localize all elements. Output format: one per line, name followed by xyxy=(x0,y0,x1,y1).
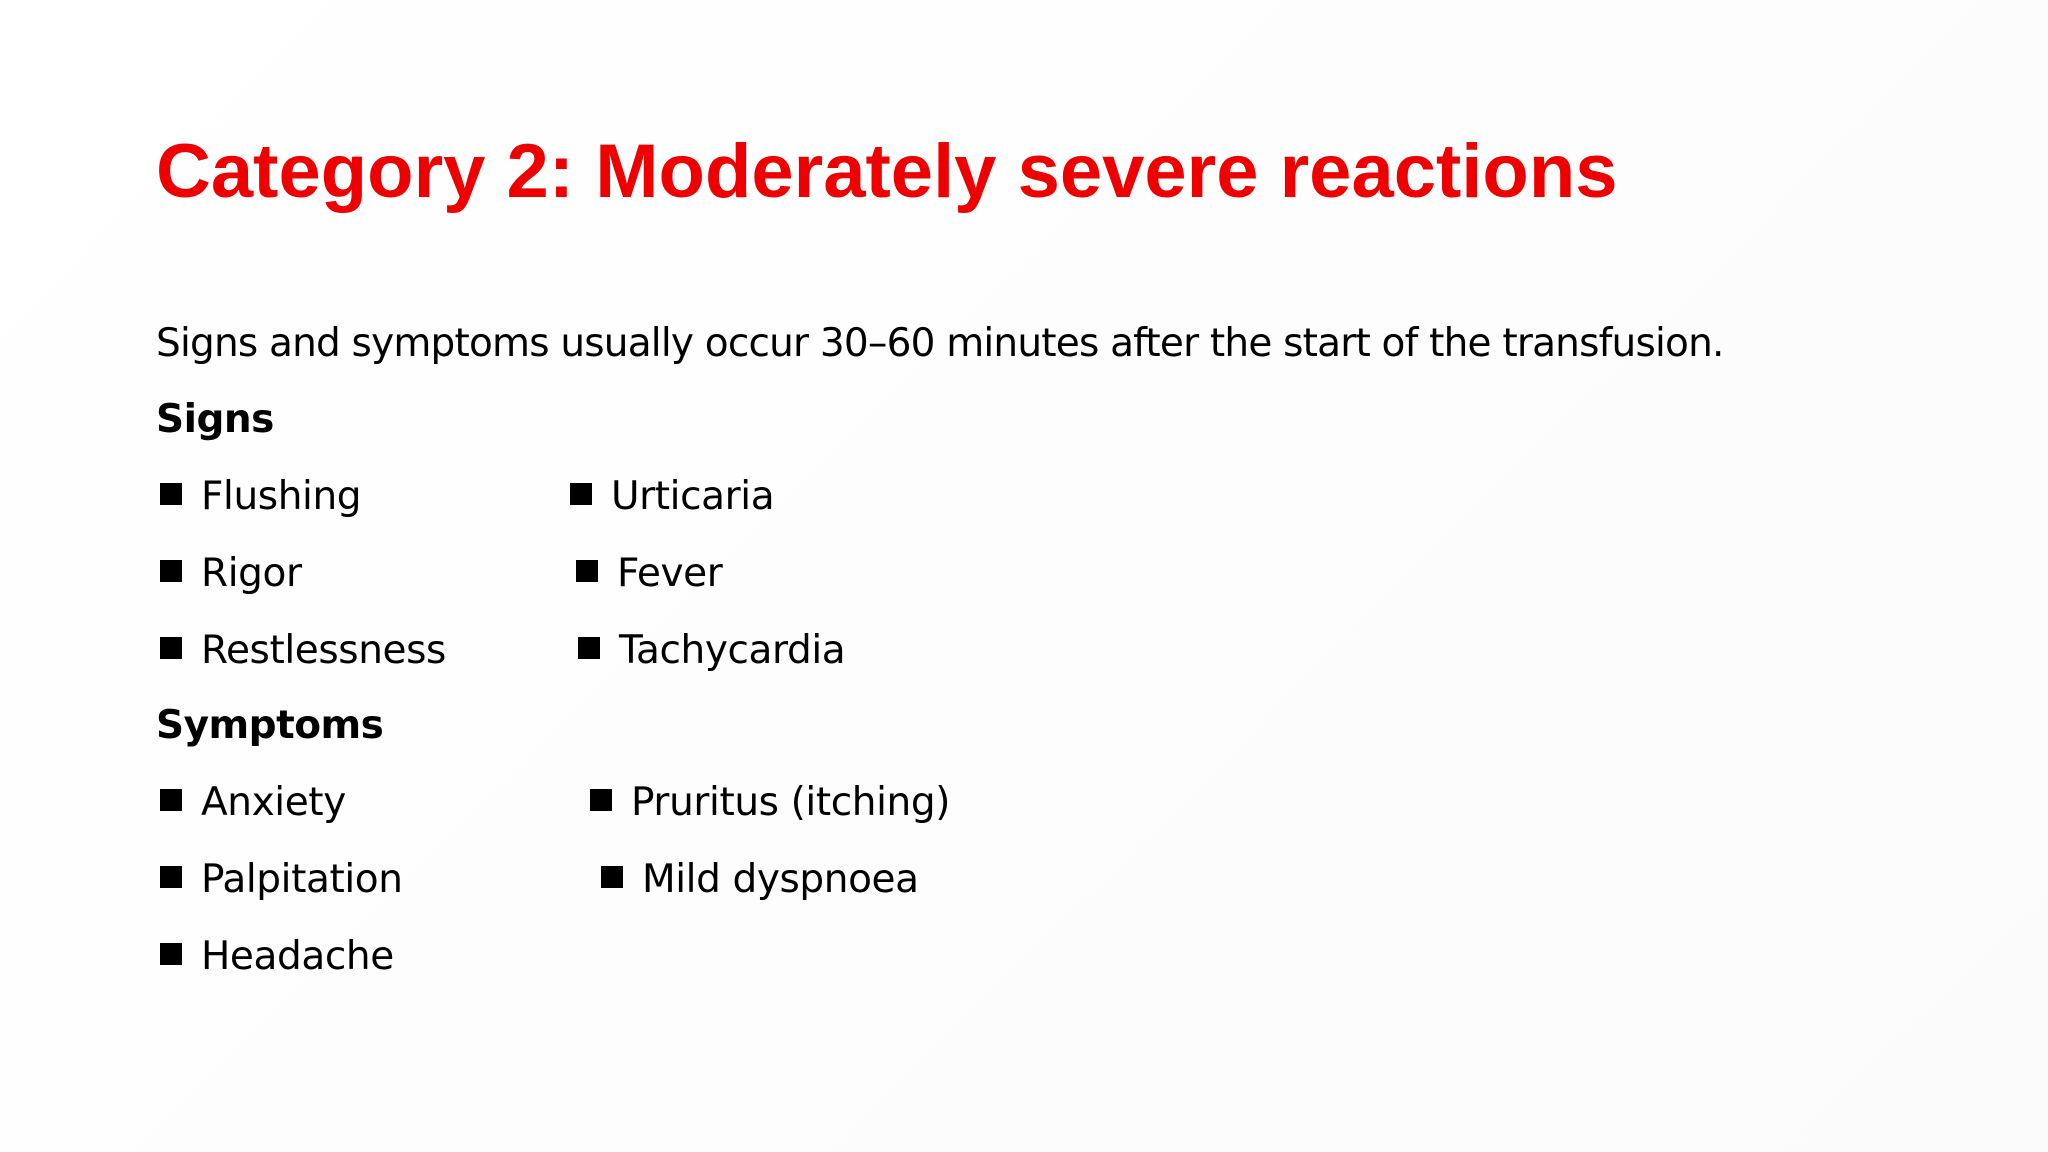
signs-item-flushing xyxy=(160,471,361,523)
symptoms-item-mild-dyspnoea xyxy=(601,854,919,906)
square-bullet-icon xyxy=(160,943,182,965)
symptoms-item-palpitation xyxy=(160,854,403,906)
intro-text: Signs and symptoms usually occur 30–60 minutes after the start of the transfusion. xyxy=(156,321,1724,366)
square-bullet-icon xyxy=(578,637,600,659)
symptoms-item-pruritus xyxy=(590,777,950,829)
square-bullet-icon xyxy=(570,483,592,505)
square-bullet-icon xyxy=(601,866,623,888)
signs-item-label: Flushing xyxy=(201,474,362,519)
square-bullet-icon xyxy=(160,789,182,811)
signs-heading: Signs xyxy=(156,397,274,442)
square-bullet-icon xyxy=(590,789,612,811)
signs-item-label: Fever xyxy=(617,551,723,596)
signs-item-tachycardia xyxy=(578,625,845,677)
symptoms-item-anxiety xyxy=(160,777,346,829)
symptoms-item-label: Pruritus (itching) xyxy=(631,780,951,825)
signs-item-label: Urticaria xyxy=(611,474,775,519)
symptoms-item-label: Mild dyspnoea xyxy=(642,857,919,902)
signs-item-label: Rigor xyxy=(201,551,302,596)
symptoms-item-label: Headache xyxy=(201,934,394,979)
signs-item-label: Tachycardia xyxy=(619,628,846,673)
square-bullet-icon xyxy=(160,560,182,582)
signs-item-urticaria xyxy=(570,471,774,523)
square-bullet-icon xyxy=(576,560,598,582)
square-bullet-icon xyxy=(160,866,182,888)
symptoms-heading: Symptoms xyxy=(156,703,384,748)
square-bullet-icon xyxy=(160,483,182,505)
slide-title: Category 2: Moderately severe reactions xyxy=(156,129,1618,214)
signs-item-restlessness xyxy=(160,625,446,677)
square-bullet-icon xyxy=(160,637,182,659)
signs-item-label: Restlessness xyxy=(201,628,446,673)
signs-item-rigor xyxy=(160,548,302,600)
signs-item-fever xyxy=(576,548,722,600)
symptoms-item-headache xyxy=(160,931,394,983)
symptoms-item-label: Palpitation xyxy=(201,857,403,902)
symptoms-item-label: Anxiety xyxy=(201,780,346,825)
